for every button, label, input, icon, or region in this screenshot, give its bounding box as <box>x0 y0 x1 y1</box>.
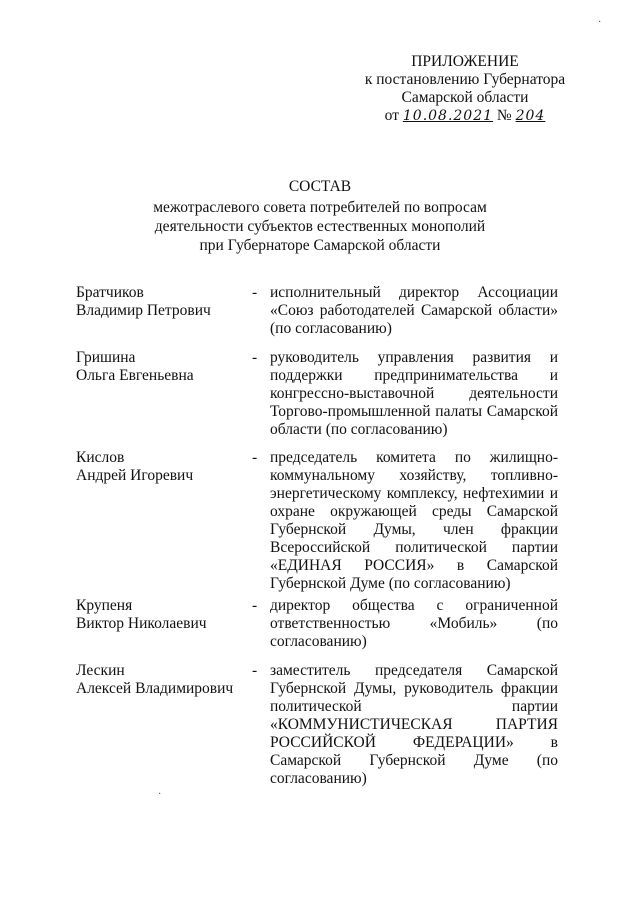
member-name <box>76 662 251 698</box>
position-line: руководитель управления развития и <box>270 349 558 366</box>
member-dash: - <box>252 449 258 466</box>
position-line: области (по согласованию) <box>270 421 448 438</box>
position-line: «Союз работодателей Самарской области» <box>270 302 558 319</box>
member-given-names: Виктор Николаевич <box>76 615 207 632</box>
member-dash: - <box>252 597 258 614</box>
position-line: охране окружающей среды Самарской <box>270 503 558 520</box>
appendix-line-2: Самарской области <box>401 89 529 106</box>
position-line: Всероссийской политической партии <box>270 539 558 556</box>
appendix-number: 204 <box>515 108 546 124</box>
position-line: Губернской Думе (по согласованию) <box>270 575 511 592</box>
member-position <box>270 284 558 338</box>
heading-line-2: деятельности субъектов естественных монополий <box>154 218 486 235</box>
member-surname: Кислов <box>76 449 125 466</box>
position-line: исполнительный директор Ассоциации <box>270 284 558 301</box>
scan-speck: · <box>598 17 602 28</box>
position-line: политической партии <box>270 698 558 715</box>
member-position <box>270 449 558 593</box>
scan-speck: · <box>158 789 162 800</box>
member-dash: - <box>252 349 258 366</box>
member-surname: Лескин <box>76 662 125 679</box>
appendix-date-line <box>340 107 590 125</box>
position-line: согласованию) <box>270 770 367 787</box>
document-title: СОСТАВ <box>288 178 352 195</box>
position-line: согласованию) <box>270 633 367 650</box>
appendix-header <box>340 53 590 125</box>
appendix-line-1: к постановлению Губернатора <box>364 71 566 88</box>
member-position <box>270 662 558 788</box>
member-given-names: Ольга Евгеньевна <box>76 367 194 384</box>
heading-line-3: при Губернаторе Самарской области <box>199 237 441 254</box>
position-line: «КОММУНИСТИЧЕСКАЯ ПАРТИЯ <box>270 716 558 733</box>
member-given-names: Владимир Петрович <box>76 302 211 319</box>
position-line: коммунальному хозяйству, топливно- <box>270 467 558 484</box>
member-given-names: Андрей Игоревич <box>76 467 194 484</box>
appendix-from-label: от <box>384 107 399 124</box>
position-line: заместитель председателя Самарской <box>270 662 558 679</box>
member-position <box>270 349 558 439</box>
member-dash: - <box>252 662 258 679</box>
position-line: конгрессно-выставочной деятельности <box>270 385 558 402</box>
position-line: директор общества с ограниченной <box>270 597 558 614</box>
position-line: Губернской Думы, член фракции <box>270 521 558 538</box>
position-line: Торгово-промышленной палаты Самарской <box>270 403 558 420</box>
member-name <box>76 349 251 385</box>
document-heading <box>120 178 520 256</box>
position-line: Губернской Думы, руководитель фракции <box>270 680 558 697</box>
position-line: РОССИЙСКОЙ ФЕДЕРАЦИИ» в <box>270 734 558 751</box>
member-name <box>76 449 251 485</box>
position-line: председатель комитета по жилищно- <box>270 449 558 466</box>
member-name <box>76 284 251 320</box>
member-surname: Гришина <box>76 349 136 366</box>
member-surname: Крупеня <box>76 597 133 614</box>
member-position <box>270 597 558 651</box>
position-line: ответственностью «Мобиль» (по <box>270 615 558 632</box>
position-line: энергетическому комплексу, нефтехимии и <box>270 485 558 502</box>
heading-line-1: межотраслевого совета потребителей по вопросам <box>153 199 487 216</box>
member-name <box>76 597 251 633</box>
position-line: Самарской Губернской Думе (по <box>270 752 558 769</box>
position-line: «ЕДИНАЯ РОССИЯ» в Самарской <box>270 557 558 574</box>
member-dash: - <box>252 284 258 301</box>
member-surname: Братчиков <box>76 284 144 301</box>
appendix-date: 10.08.2021 <box>402 108 494 124</box>
appendix-title: ПРИЛОЖЕНИЕ <box>411 53 519 70</box>
member-given-names: Алексей Владимирович <box>76 680 234 697</box>
position-line: (по согласованию) <box>270 320 392 337</box>
position-line: поддержки предпринимательства и <box>270 367 558 384</box>
appendix-number-label: № <box>496 107 512 124</box>
